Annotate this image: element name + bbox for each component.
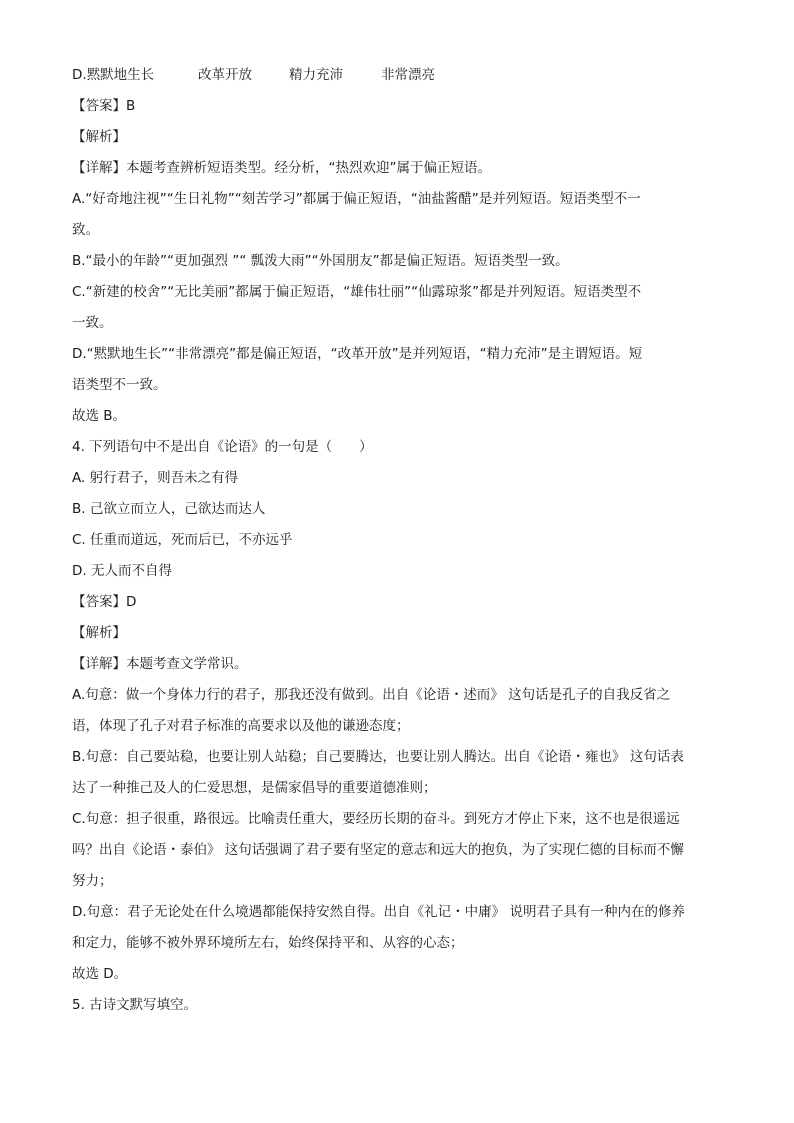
q3-option-d: [72, 60, 722, 91]
q3-option-d-item-1: D.黙默地生长: [72, 67, 155, 83]
q4-option-b: B. 己欲立而立人，己欲达而达人: [72, 501, 266, 517]
q3-analysis-line: 【详解】本题考查辨析短语类型。经分析，“热烈欢迎”属于偏正短语。: [72, 160, 491, 176]
q4-analysis-line: 达了一种推己及人的仁爱思想，是儒家倡导的重要道德准则；: [72, 780, 437, 796]
q4-analysis-line: C.句意：担子很重，路很远。比喻责任重大，要经历长期的奋斗。到死方才停止下来，这不也是很遥远: [72, 811, 680, 827]
q3-option-d-item-4: 非常漂亮: [381, 67, 435, 83]
q4-analysis-heading: 【解析】: [72, 625, 126, 641]
q4-analysis-line: 吗？出自《论语・泰伯》 这句话强调了君子要有坚定的意志和远大的抱负，为了实现仁德的目标而不懈: [72, 842, 684, 858]
document-page: [72, 60, 722, 1021]
q3-analysis-line: 致。: [72, 222, 99, 238]
q4-analysis-line: 语，体现了孔子对君子标准的高要求以及他的谦逊态度；: [72, 718, 410, 734]
q3-analysis-line: D.“黙默地生长”“非常漂亮”都是偏正短语，“改革开放”是并列短语，“精力充沛”是主谓短语。短: [72, 346, 643, 362]
q3-option-d-item-3: 精力充沛: [289, 67, 343, 83]
q3-analysis-line: B.“最小的年龄”“更加强烈 ”“ 瓢泼大雨”“外国朋友”都是偏正短语。短语类型一致。: [72, 253, 569, 269]
q4-analysis-line: B.句意：自己要站稳，也要让别人站稳；自己要腾达，也要让别人腾达。出自《论语・雍也》 这句话表: [72, 749, 684, 765]
q5-question: 5. 古诗文默写填空。: [72, 997, 198, 1013]
q3-analysis-line: 语类型不一致。: [72, 377, 167, 393]
q4-analysis-line: A.句意：做一个身体力行的君子，那我还没有做到。出自《论语・述而》 这句话是孔子的自我反省之: [72, 687, 671, 703]
q3-analysis-line: A.“好奇地注视”“生日礼物”“刻苦学习”都属于偏正短语，“油盐酱醋”是并列短语。短语类型不一: [72, 191, 641, 207]
q4-analysis-line: 【详解】本题考查文学常识。: [72, 656, 248, 672]
q4-conclusion: 故选 D。: [72, 966, 128, 982]
q3-option-d-item-2: 改革开放: [198, 67, 252, 83]
q4-analysis-line: 努力；: [72, 873, 113, 889]
q4-option-d: D. 无人而不自得: [72, 563, 172, 579]
q4-option-c: C. 任重而道远，死而后已，不亦远乎: [72, 532, 293, 548]
q4-option-a: A. 躬行君子，则吾未之有得: [72, 470, 239, 486]
q4-answer: 【答案】D: [72, 594, 137, 610]
q4-analysis-line: D.句意：君子无论处在什么境遇都能保持安然自得。出自《礼记・中庸》 说明君子具有一种内在的修养: [72, 904, 685, 920]
q3-analysis-line: C.“新建的校舍”“无比美丽”都属于偏正短语，“雄伟壮丽”“仙露琼浆”都是并列短语。短语类型不: [72, 284, 642, 300]
q3-answer: 【答案】B: [72, 98, 136, 114]
q3-analysis-line: 一致。: [72, 315, 113, 331]
q3-conclusion: 故选 B。: [72, 408, 127, 424]
q3-analysis-heading: 【解析】: [72, 129, 126, 145]
q4-analysis-line: 和定力，能够不被外界环境所左右，始终保持平和、从容的心态；: [72, 935, 464, 951]
q4-question: 4. 下列语句中不是出自《论语》的一句是（ ）: [72, 439, 373, 455]
